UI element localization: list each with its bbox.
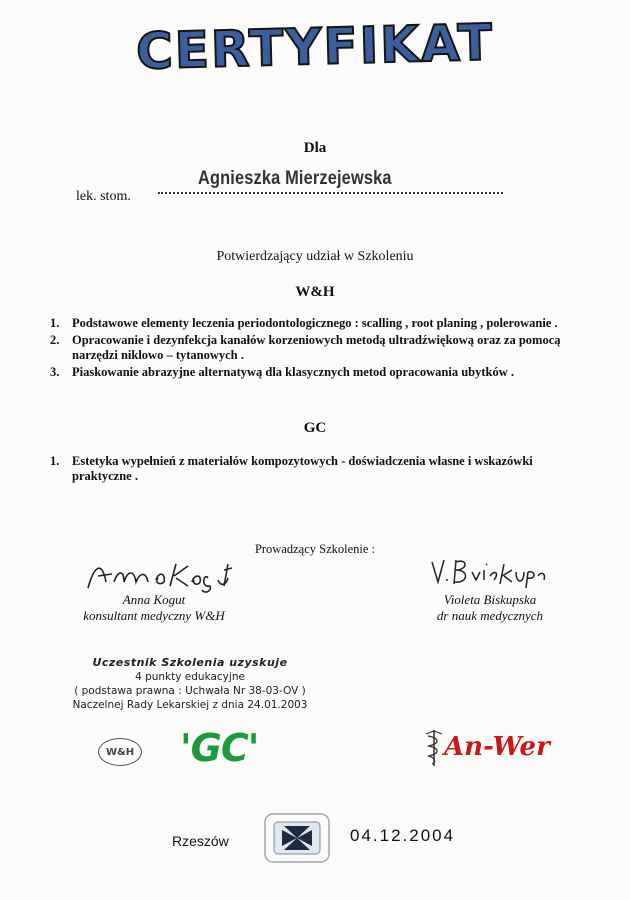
signatory-left xyxy=(64,592,244,624)
list-text: Podstawowe elementy leczenia periodontologicznego : scalling , root planing , polerowanie . xyxy=(72,316,558,330)
leaders-label: Prowadzący Szkolenie : xyxy=(254,542,376,556)
list-number: 1. xyxy=(50,316,60,330)
seal-stamp-icon xyxy=(262,806,332,870)
signatory-name: Violeta Biskupska xyxy=(443,592,537,607)
signatory-right xyxy=(400,592,580,624)
notice-lead: Uczestnik Szkolenia uzyskuje xyxy=(92,656,288,669)
notice-council: Naczelnej Rady Lekarskiej z dnia 24.01.2003 xyxy=(72,699,308,711)
credit-notice xyxy=(60,656,320,712)
topic-list-wh xyxy=(50,316,580,382)
topic-list-gc xyxy=(50,454,580,486)
gc-logo: 'GC' xyxy=(180,726,259,770)
list-text: Opracowanie i dezynfekcja kanałów korzeniowych metodą ultradźwiękową oraz za pomocą narzędzi niklowo – tytanowych . xyxy=(72,333,561,362)
list-number: 3. xyxy=(50,365,60,379)
list-item xyxy=(50,333,580,363)
list-item xyxy=(50,316,580,331)
section-heading-wh: W&H xyxy=(295,284,335,300)
confirmation-text: Potwierdzający udział w Szkoleniu xyxy=(216,249,414,264)
anwer-logo: An-Wer xyxy=(444,732,550,762)
title-prefix: lek. stom. xyxy=(76,189,131,204)
signature-scribble-left xyxy=(84,556,234,594)
signatory-name: Anna Kogut xyxy=(122,592,186,607)
caduceus-icon xyxy=(424,728,444,768)
list-text: Piaskowanie abrazyjne alternatywą dla klasycznych metod opracowania ubytków . xyxy=(72,365,515,379)
section-heading-gc: GC xyxy=(303,420,327,436)
signatory-role: konsultant medyczny W&H xyxy=(83,608,225,623)
recipient-name: Agnieszka Mierzejewska xyxy=(198,168,392,189)
city: Rzeszów xyxy=(172,833,229,849)
certificate-title: CERTYFIKAT xyxy=(135,13,495,81)
list-item xyxy=(50,365,580,380)
signatory-role: dr nauk medycznych xyxy=(436,608,544,623)
wh-logo: W&H xyxy=(98,738,142,766)
notice-points: 4 punkty edukacyjne xyxy=(135,671,245,683)
signature-scribble-right xyxy=(428,554,548,588)
notice-legal-basis: ( podstawa prawna : Uchwała Nr 38-03-OV ) xyxy=(74,685,306,697)
for-label: Dla xyxy=(303,140,327,156)
issue-date: 04.12.2004 xyxy=(350,826,456,845)
list-number: 2. xyxy=(50,333,60,347)
list-item xyxy=(50,454,580,484)
list-number: 1. xyxy=(50,454,60,468)
list-text: Estetyka wypełnień z materiałów kompozytowych - doświadczenia własne i wskazówki praktyczne . xyxy=(72,454,533,483)
